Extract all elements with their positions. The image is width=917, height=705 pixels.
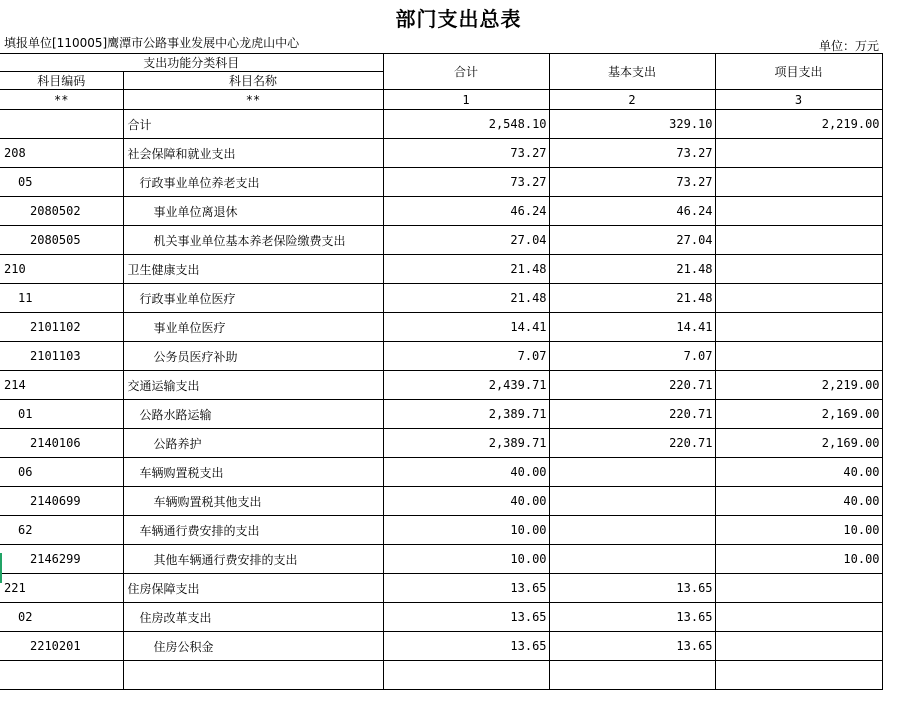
table-row[interactable]	[0, 661, 882, 690]
project-amount-cell[interactable]	[715, 632, 882, 661]
basic-amount-cell[interactable]: 21.48	[549, 284, 715, 313]
subject-code-cell[interactable]: 208	[0, 139, 123, 168]
total-amount-cell[interactable]: 13.65	[383, 574, 549, 603]
project-amount-cell[interactable]	[715, 255, 882, 284]
basic-amount-cell[interactable]: 220.71	[549, 429, 715, 458]
subject-name-cell[interactable]: 事业单位离退休	[123, 197, 383, 226]
table-row[interactable]	[0, 400, 882, 429]
total-amount-cell[interactable]: 14.41	[383, 313, 549, 342]
subject-name-cell[interactable]: 卫生健康支出	[123, 255, 383, 284]
subject-code-cell[interactable]	[0, 661, 123, 690]
subject-name-cell[interactable]: 车辆购置税支出	[123, 458, 383, 487]
table-row[interactable]	[0, 342, 882, 371]
subject-name-cell[interactable]: 事业单位医疗	[123, 313, 383, 342]
table-row[interactable]	[0, 429, 882, 458]
table-row[interactable]	[0, 516, 882, 545]
project-amount-cell[interactable]: 40.00	[715, 458, 882, 487]
header-project: 项目支出	[715, 54, 882, 90]
total-amount-cell[interactable]: 10.00	[383, 516, 549, 545]
header-basic: 基本支出	[549, 54, 715, 90]
subject-name-cell[interactable]: 公路水路运输	[123, 400, 383, 429]
project-amount-cell[interactable]: 2,219.00	[715, 371, 882, 400]
table-row[interactable]	[0, 458, 882, 487]
subject-code-cell[interactable]: 62	[0, 516, 123, 545]
subject-code-cell[interactable]: 2210201	[0, 632, 123, 661]
basic-amount-cell[interactable]: 46.24	[549, 197, 715, 226]
header-index-row	[0, 90, 882, 110]
table-row[interactable]	[0, 574, 882, 603]
subject-code-cell[interactable]: 221	[0, 574, 123, 603]
currency-unit: 单位：万元	[818, 39, 879, 53]
table-row[interactable]	[0, 139, 882, 168]
subject-code-cell[interactable]: 2140106	[0, 429, 123, 458]
basic-amount-cell[interactable]: 14.41	[549, 313, 715, 342]
project-amount-cell[interactable]: 2,219.00	[715, 110, 882, 139]
subject-code-cell[interactable]: 2146299	[0, 545, 123, 574]
total-amount-cell[interactable]: 21.48	[383, 255, 549, 284]
total-amount-cell[interactable]: 73.27	[383, 168, 549, 197]
subject-name-cell[interactable]: 公路养护	[123, 429, 383, 458]
index-project: 3	[715, 90, 882, 110]
basic-amount-cell[interactable]: 13.65	[549, 603, 715, 632]
subject-code-cell[interactable]: 214	[0, 371, 123, 400]
basic-amount-cell[interactable]: 220.71	[549, 400, 715, 429]
basic-amount-cell[interactable]	[549, 545, 715, 574]
report-title: 部门支出总表	[395, 7, 522, 31]
header-name: 科目名称	[123, 72, 383, 90]
subject-name-cell[interactable]: 行政事业单位医疗	[123, 284, 383, 313]
project-amount-cell[interactable]	[715, 168, 882, 197]
total-amount-cell[interactable]: 2,389.71	[383, 400, 549, 429]
project-amount-cell[interactable]	[715, 226, 882, 255]
expenditure-table	[0, 53, 883, 690]
basic-amount-cell[interactable]: 73.27	[549, 168, 715, 197]
project-amount-cell[interactable]	[715, 139, 882, 168]
subject-name-cell[interactable]: 车辆通行费安排的支出	[123, 516, 383, 545]
project-amount-cell[interactable]: 2,169.00	[715, 400, 882, 429]
index-code: **	[0, 90, 123, 110]
subject-name-cell[interactable]: 住房公积金	[123, 632, 383, 661]
subject-code-cell[interactable]: 2080502	[0, 197, 123, 226]
header-row-1	[0, 54, 882, 72]
subject-code-cell[interactable]: 2080505	[0, 226, 123, 255]
subject-code-cell[interactable]: 02	[0, 603, 123, 632]
total-amount-cell[interactable]: 2,439.71	[383, 371, 549, 400]
table-row[interactable]	[0, 545, 882, 574]
subject-code-cell[interactable]: 2140699	[0, 487, 123, 516]
project-amount-cell[interactable]	[715, 603, 882, 632]
basic-amount-cell[interactable]	[549, 487, 715, 516]
total-amount-cell[interactable]: 13.65	[383, 603, 549, 632]
header-function-group: 支出功能分类科目	[0, 54, 383, 72]
basic-amount-cell[interactable]: 73.27	[549, 139, 715, 168]
total-amount-cell[interactable]	[383, 661, 549, 690]
subject-name-cell[interactable]: 其他车辆通行费安排的支出	[123, 545, 383, 574]
subject-code-cell[interactable]: 210	[0, 255, 123, 284]
table-row[interactable]	[0, 197, 882, 226]
project-amount-cell[interactable]: 10.00	[715, 545, 882, 574]
subject-code-cell[interactable]: 2101103	[0, 342, 123, 371]
table-row[interactable]	[0, 110, 882, 139]
subject-name-cell[interactable]: 行政事业单位养老支出	[123, 168, 383, 197]
subject-code-cell[interactable]: 05	[0, 168, 123, 197]
total-amount-cell[interactable]: 40.00	[383, 458, 549, 487]
row-selection-marker	[0, 553, 2, 583]
table-row[interactable]	[0, 371, 882, 400]
total-amount-cell[interactable]: 40.00	[383, 487, 549, 516]
table-row[interactable]	[0, 255, 882, 284]
subject-name-cell[interactable]: 住房保障支出	[123, 574, 383, 603]
basic-amount-cell[interactable]	[549, 458, 715, 487]
table-row[interactable]	[0, 603, 882, 632]
basic-amount-cell[interactable]: 27.04	[549, 226, 715, 255]
total-amount-cell[interactable]: 7.07	[383, 342, 549, 371]
basic-amount-cell[interactable]: 13.65	[549, 574, 715, 603]
subject-code-cell[interactable]: 11	[0, 284, 123, 313]
subject-name-cell[interactable]: 交通运输支出	[123, 371, 383, 400]
subject-code-cell[interactable]: 01	[0, 400, 123, 429]
index-basic: 2	[549, 90, 715, 110]
table-row[interactable]	[0, 168, 882, 197]
basic-amount-cell[interactable]: 329.10	[549, 110, 715, 139]
total-amount-cell[interactable]: 2,548.10	[383, 110, 549, 139]
subject-name-cell[interactable]	[123, 661, 383, 690]
total-amount-cell[interactable]: 21.48	[383, 284, 549, 313]
index-name: **	[123, 90, 383, 110]
subject-name-cell[interactable]: 社会保障和就业支出	[123, 139, 383, 168]
table-row[interactable]	[0, 632, 882, 661]
subject-name-cell[interactable]: 住房改革支出	[123, 603, 383, 632]
subject-name-cell[interactable]: 车辆购置税其他支出	[123, 487, 383, 516]
subject-name-cell[interactable]: 合计	[123, 110, 383, 139]
basic-amount-cell[interactable]: 7.07	[549, 342, 715, 371]
project-amount-cell[interactable]	[715, 661, 882, 690]
subject-name-cell[interactable]: 公务员医疗补助	[123, 342, 383, 371]
subject-code-cell[interactable]	[0, 110, 123, 139]
project-amount-cell[interactable]: 2,169.00	[715, 429, 882, 458]
table-row[interactable]	[0, 487, 882, 516]
header-code: 科目编码	[0, 72, 123, 90]
project-amount-cell[interactable]	[715, 197, 882, 226]
subject-code-cell[interactable]: 06	[0, 458, 123, 487]
total-amount-cell[interactable]: 13.65	[383, 632, 549, 661]
project-amount-cell[interactable]	[715, 342, 882, 371]
total-amount-cell[interactable]: 10.00	[383, 545, 549, 574]
project-amount-cell[interactable]	[715, 284, 882, 313]
basic-amount-cell[interactable]: 21.48	[549, 255, 715, 284]
project-amount-cell[interactable]: 40.00	[715, 487, 882, 516]
basic-amount-cell[interactable]	[549, 661, 715, 690]
header-total: 合计	[383, 54, 549, 90]
index-total: 1	[383, 90, 549, 110]
project-amount-cell[interactable]	[715, 313, 882, 342]
total-amount-cell[interactable]: 2,389.71	[383, 429, 549, 458]
reporting-unit: 填报单位[110005]鹰潭市公路事业发展中心龙虎山中心	[4, 36, 300, 50]
total-amount-cell[interactable]: 73.27	[383, 139, 549, 168]
table-row[interactable]	[0, 284, 882, 313]
project-amount-cell[interactable]	[715, 574, 882, 603]
subject-name-cell[interactable]: 机关事业单位基本养老保险缴费支出	[123, 226, 383, 255]
basic-amount-cell[interactable]	[549, 516, 715, 545]
basic-amount-cell[interactable]: 13.65	[549, 632, 715, 661]
total-amount-cell[interactable]: 27.04	[383, 226, 549, 255]
table-row[interactable]	[0, 313, 882, 342]
basic-amount-cell[interactable]: 220.71	[549, 371, 715, 400]
total-amount-cell[interactable]: 46.24	[383, 197, 549, 226]
subject-code-cell[interactable]: 2101102	[0, 313, 123, 342]
table-row[interactable]	[0, 226, 882, 255]
project-amount-cell[interactable]: 10.00	[715, 516, 882, 545]
